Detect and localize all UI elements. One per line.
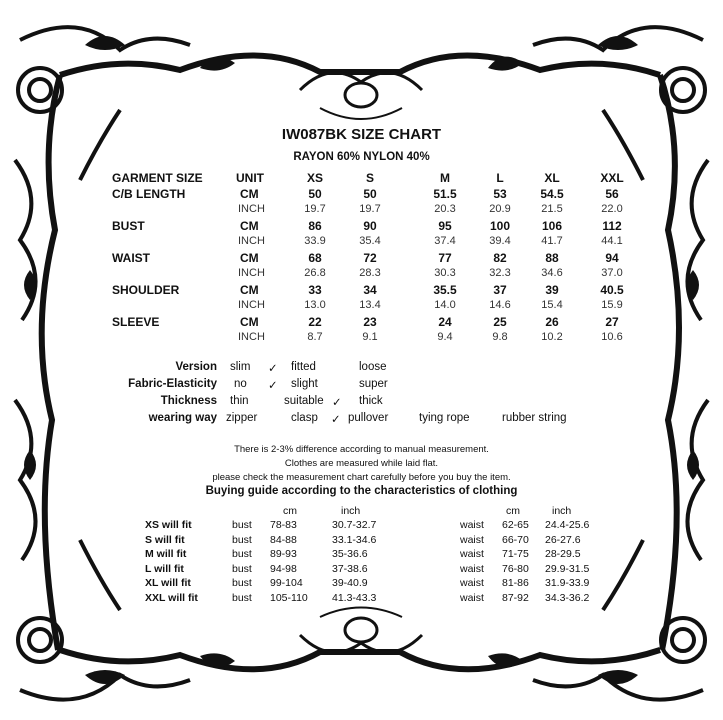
unit-inch-waist: INCH [238, 267, 265, 279]
guide-fit-label: S will fit [145, 533, 185, 546]
guide-inch: 33.1-34.6 [332, 533, 377, 546]
cell-inch: 35.4 [359, 235, 381, 247]
size-header-xs: XS [306, 171, 323, 185]
cell-inch: 34.6 [541, 267, 563, 279]
cell-cm: 35.5 [433, 283, 457, 297]
note-laid-flat: Clothes are measured while laid flat. [284, 458, 439, 469]
guide-right-inch-header: inch [552, 505, 572, 517]
option-value: thick [359, 395, 383, 407]
guide-cm-2: 81-86 [502, 577, 529, 589]
unit-inch-c-b-length: INCH [238, 203, 265, 215]
guide-part: bust [232, 577, 252, 589]
check-icon: ✓ [268, 363, 278, 375]
cell-inch: 9.4 [437, 331, 453, 343]
option-value: slim [230, 361, 251, 373]
guide-cm: 89-93 [270, 548, 297, 560]
option-value: thin [230, 395, 249, 407]
cell-cm: 88 [545, 251, 559, 265]
option-value: zipper [226, 412, 258, 424]
unit-cm-shoulder: CM [240, 283, 259, 297]
cell-cm: 50 [363, 187, 377, 201]
size-header-xl: XL [544, 171, 560, 185]
guide-part-2: waist [460, 577, 484, 589]
check-icon: ✓ [331, 414, 341, 426]
guide-inch: 39-40.9 [332, 577, 368, 589]
guide-fit-label: XL will fit [145, 577, 191, 589]
option-value: rubber string [502, 412, 567, 424]
guide-inch: 37-38.6 [332, 562, 368, 575]
cell-inch: 10.2 [541, 331, 563, 343]
guide-part-2: waist [460, 548, 484, 560]
guide-part-2: waist [460, 562, 484, 575]
size-header-l: L [496, 171, 504, 185]
guide-inch-2: 29.9-31.5 [545, 562, 590, 575]
cell-inch: 13.0 [304, 299, 326, 311]
row-label-bust: BUST [112, 219, 145, 233]
cell-cm: 100 [489, 219, 511, 233]
guide-cm: 105-110 [270, 591, 308, 604]
unit-cm-waist: CM [240, 251, 259, 265]
option-value: no [234, 378, 247, 390]
cell-cm: 82 [493, 251, 507, 265]
guide-cm-2: 87-92 [502, 591, 529, 604]
cell-inch: 14.6 [489, 299, 511, 311]
option-value: clasp [291, 412, 318, 424]
guide-inch-2: 28-29.5 [545, 548, 581, 560]
cell-inch: 19.7 [359, 203, 381, 215]
guide-cm-2: 71-75 [502, 548, 529, 560]
guide-inch-2: 34.3-36.2 [545, 591, 590, 604]
cell-cm: 54.5 [540, 187, 564, 201]
cell-inch: 28.3 [359, 267, 381, 279]
guide-fit-label: M will fit [145, 548, 187, 560]
guide-part: bust [232, 591, 252, 604]
cell-inch: 32.3 [489, 267, 511, 279]
guide-left-cm-header: cm [283, 505, 297, 517]
guide-part: bust [232, 548, 252, 560]
cell-inch: 30.3 [434, 267, 456, 279]
guide-fit-label: XS will fit [145, 519, 192, 531]
guide-right-cm-header: cm [506, 505, 520, 517]
guide-fit-label: XXL will fit [145, 591, 198, 604]
cell-inch: 15.9 [601, 299, 623, 311]
cell-inch: 13.4 [359, 299, 381, 311]
option-value: fitted [291, 361, 316, 373]
size-header-s: S [365, 171, 374, 185]
row-label-shoulder: SHOULDER [112, 283, 180, 297]
option-label: Fabric-Elasticity [128, 378, 217, 390]
guide-part: bust [232, 562, 252, 575]
row-label-c-b-length: C/B LENGTH [112, 187, 186, 201]
option-value: suitable [284, 395, 324, 407]
cell-cm: 40.5 [600, 283, 624, 297]
cell-cm: 106 [541, 219, 563, 233]
guide-cm-2: 66-70 [502, 533, 529, 546]
cell-cm: 22 [308, 315, 322, 329]
unit-header: UNIT [236, 171, 264, 185]
option-value: loose [359, 361, 387, 373]
guide-cm: 84-88 [270, 533, 297, 546]
guide-inch-2: 26-27.6 [545, 533, 581, 546]
cell-inch: 44.1 [601, 235, 623, 247]
cell-cm: 23 [363, 315, 377, 329]
cell-cm: 50 [308, 187, 322, 201]
cell-inch: 20.3 [434, 203, 456, 215]
guide-fit-label: L will fit [145, 562, 184, 575]
cell-inch: 10.6 [601, 331, 623, 343]
garment-size-header: GARMENT SIZE [112, 171, 203, 185]
row-label-sleeve: SLEEVE [112, 315, 160, 329]
cell-cm: 72 [363, 251, 377, 265]
guide-cm-2: 76-80 [502, 562, 529, 575]
cell-inch: 37.4 [434, 235, 456, 247]
unit-cm-c-b-length: CM [240, 187, 259, 201]
cell-inch: 15.4 [541, 299, 563, 311]
cell-cm: 39 [545, 283, 559, 297]
cell-cm: 51.5 [433, 187, 457, 201]
cell-inch: 33.9 [304, 235, 326, 247]
option-label: Version [175, 361, 217, 373]
guide-cm: 99-104 [270, 577, 303, 589]
cell-cm: 27 [605, 315, 619, 329]
note-check-chart: please check the measurement chart carefully before you buy the item. [212, 472, 511, 483]
cell-inch: 21.5 [541, 203, 563, 215]
cell-cm: 56 [605, 187, 619, 201]
cell-inch: 20.9 [489, 203, 511, 215]
cell-cm: 26 [545, 315, 559, 329]
cell-cm: 112 [602, 219, 622, 233]
cell-inch: 37.0 [601, 267, 623, 279]
unit-cm-bust: CM [240, 219, 259, 233]
cell-cm: 77 [438, 251, 452, 265]
cell-cm: 95 [438, 219, 452, 233]
cell-cm: 94 [605, 251, 619, 265]
cell-inch: 22.0 [601, 203, 623, 215]
guide-inch-2: 31.9-33.9 [545, 577, 590, 589]
cell-cm: 37 [493, 283, 507, 297]
cell-cm: 68 [308, 251, 322, 265]
cell-inch: 26.8 [304, 267, 326, 279]
unit-inch-bust: INCH [238, 235, 265, 247]
check-icon: ✓ [268, 380, 278, 392]
guide-cm-2: 62-65 [502, 519, 529, 531]
guide-part-2: waist [460, 519, 484, 531]
buying-guide-title: Buying guide according to the characteristics of clothing [205, 485, 518, 497]
cell-cm: 33 [308, 283, 322, 297]
size-header-xxl: XXL [600, 171, 624, 185]
guide-part-2: waist [460, 591, 484, 604]
guide-left-inch-header: inch [341, 505, 361, 517]
unit-inch-sleeve: INCH [238, 331, 265, 343]
guide-inch: 35-36.6 [332, 548, 368, 560]
cell-inch: 9.8 [492, 331, 508, 343]
cell-inch: 14.0 [434, 299, 456, 311]
cell-cm: 53 [493, 187, 507, 201]
guide-part-2: waist [460, 533, 484, 546]
guide-part: bust [232, 533, 252, 546]
page-title: IW087BK SIZE CHART [281, 126, 442, 143]
cell-cm: 25 [493, 315, 507, 329]
cell-inch: 9.1 [362, 331, 378, 343]
option-value: slight [291, 378, 318, 390]
unit-inch-shoulder: INCH [238, 299, 265, 311]
row-label-waist: WAIST [112, 251, 150, 265]
size-header-m: M [440, 171, 450, 185]
cell-inch: 19.7 [304, 203, 326, 215]
cell-cm: 90 [363, 219, 377, 233]
note-difference: There is 2-3% difference according to manual measurement. [234, 444, 489, 455]
option-label: Thickness [160, 395, 217, 407]
unit-cm-sleeve: CM [240, 315, 259, 329]
guide-cm: 78-83 [270, 519, 297, 531]
option-value: super [359, 378, 388, 390]
cell-inch: 8.7 [307, 331, 323, 343]
option-value: tying rope [419, 412, 470, 424]
cell-cm: 24 [438, 315, 452, 329]
cell-cm: 34 [363, 283, 377, 297]
fabric-subtitle: RAYON 60% NYLON 40% [293, 151, 430, 163]
guide-inch: 30.7-32.7 [332, 519, 377, 531]
guide-part: bust [232, 519, 252, 531]
guide-inch-2: 24.4-25.6 [545, 519, 590, 531]
option-label: wearing way [148, 412, 217, 424]
cell-inch: 39.4 [489, 235, 511, 247]
cell-cm: 86 [308, 219, 322, 233]
guide-inch: 41.3-43.3 [332, 591, 377, 604]
check-icon: ✓ [332, 397, 342, 409]
guide-cm: 94-98 [270, 562, 297, 575]
cell-inch: 41.7 [541, 235, 563, 247]
option-value: pullover [348, 412, 389, 424]
